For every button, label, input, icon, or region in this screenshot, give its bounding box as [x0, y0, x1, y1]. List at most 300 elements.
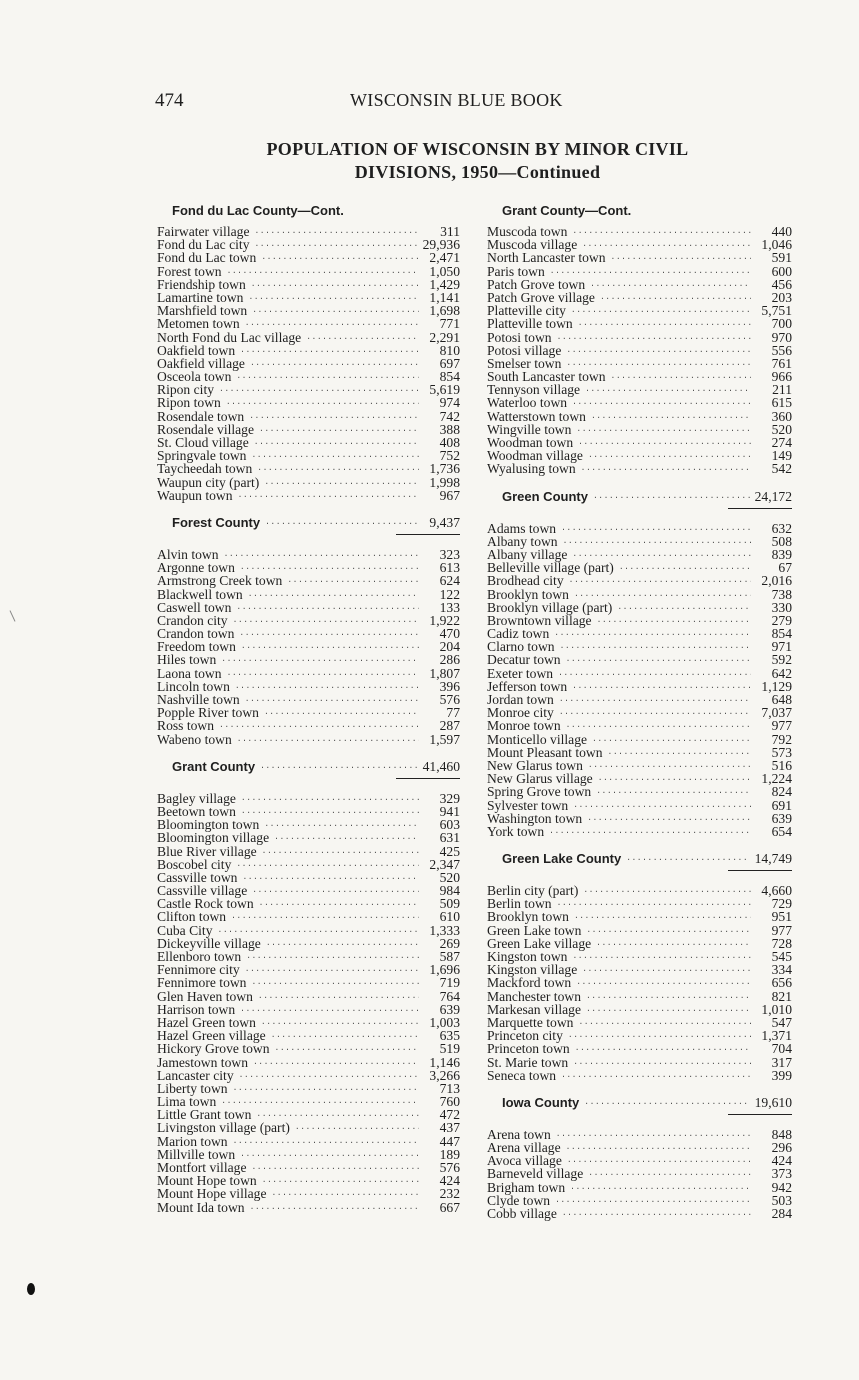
left-column	[157, 203, 460, 1214]
dot-leader	[586, 924, 751, 937]
division-name: Barneveld village	[487, 1166, 584, 1182]
division-name: Avoca village	[487, 1153, 562, 1169]
population-value: 700	[771, 316, 792, 332]
running-title: WISCONSIN BLUE BOOK	[350, 90, 563, 110]
county-name: Forest County	[172, 514, 261, 530]
population-value: 408	[439, 435, 460, 450]
population-value: 624	[439, 573, 460, 589]
division-name: Princeton town	[487, 1041, 570, 1057]
dot-leader	[250, 357, 419, 370]
title-line-2: DIVISIONS, 1950—Continued	[354, 162, 601, 182]
division-name: Seneca town	[487, 1067, 557, 1083]
division-name: Cassville town	[157, 869, 238, 885]
division-name: St. Marie town	[487, 1054, 569, 1070]
dot-leader	[262, 845, 419, 858]
division-name: Fond du Lac city	[157, 237, 250, 253]
population-value: 269	[439, 935, 460, 951]
population-value: 854	[771, 626, 792, 642]
division-name: Alvin town	[157, 546, 219, 562]
population-value: 632	[771, 520, 792, 536]
county-total: 9,437	[429, 514, 460, 530]
population-value: 133	[439, 599, 460, 615]
population-value: 77	[446, 705, 460, 721]
population-row	[157, 976, 460, 989]
division-name: Markesan village	[487, 1001, 581, 1017]
county-total: 19,610	[754, 1094, 792, 1110]
division-name: Arena village	[487, 1140, 561, 1156]
division-name: Ripon city	[157, 382, 215, 398]
dot-leader	[557, 897, 751, 910]
population-row	[487, 785, 792, 798]
division-name: Beetown town	[157, 803, 236, 819]
population-value: 503	[771, 1192, 792, 1208]
population-value: 648	[771, 692, 792, 707]
population-value: 1,371	[761, 1028, 792, 1044]
division-name: Patch Grove village	[487, 289, 595, 305]
population-value: 7,037	[761, 705, 792, 721]
division-name: Crandon city	[157, 612, 228, 628]
division-name: Clifton town	[157, 909, 227, 925]
division-name: Tennyson village	[487, 382, 581, 398]
county-total-row	[157, 758, 460, 775]
population-value: 951	[771, 909, 792, 925]
division-name: Patch Grove town	[487, 276, 586, 292]
division-name: Brodhead city	[487, 573, 564, 589]
population-row	[487, 344, 792, 357]
division-name: Cuba City	[157, 922, 213, 938]
population-value: 472	[439, 1107, 460, 1123]
division-name: Osceola town	[157, 369, 232, 385]
population-row	[487, 825, 792, 838]
population-row	[487, 410, 792, 423]
dot-leader	[560, 640, 751, 653]
county-total-row	[487, 1094, 792, 1111]
dot-leader	[600, 291, 751, 304]
dot-leader	[619, 561, 751, 574]
population-value: 508	[771, 533, 792, 549]
population-value: 211	[772, 382, 792, 398]
population-value: 547	[771, 1014, 792, 1030]
population-value: 388	[439, 421, 460, 437]
dot-leader	[572, 950, 751, 963]
dot-leader	[259, 423, 419, 436]
dot-leader	[251, 1161, 419, 1174]
population-value: 824	[771, 784, 792, 800]
division-name: Lima town	[157, 1094, 217, 1110]
population-value: 738	[771, 586, 792, 602]
population-row	[157, 719, 460, 732]
population-value: 437	[439, 1120, 460, 1136]
dot-leader	[295, 1121, 419, 1134]
dot-leader	[252, 884, 419, 897]
dot-leader	[574, 910, 751, 923]
division-name: Fennimore town	[157, 975, 247, 991]
paper-speck	[10, 610, 16, 621]
population-value: 728	[771, 935, 792, 951]
division-name: Ellenboro town	[157, 949, 242, 964]
division-name: Berlin city (part)	[487, 883, 579, 899]
population-value: 274	[771, 435, 792, 450]
population-row	[487, 1207, 792, 1220]
population-value: 942	[771, 1179, 792, 1195]
dot-leader	[248, 588, 419, 601]
county-name: Grant County	[172, 758, 256, 774]
division-name: Waupun city (part)	[157, 474, 260, 490]
population-value: 4,660	[761, 883, 792, 899]
dot-leader	[239, 627, 419, 640]
county-total-row	[487, 488, 792, 505]
population-row	[487, 522, 792, 535]
division-name: Dickeyville village	[157, 935, 261, 951]
continued-county-heading: Grant County—Cont.	[502, 203, 632, 218]
division-name: Mackford town	[487, 975, 572, 991]
division-name: Spring Grove town	[487, 784, 592, 800]
division-name: Blue River village	[157, 843, 257, 859]
division-name: Green Lake village	[487, 935, 592, 951]
population-value: 691	[771, 797, 792, 813]
population-value: 330	[771, 599, 792, 615]
population-value: 729	[771, 896, 792, 912]
division-name: Waterloo town	[487, 395, 568, 411]
population-value: 752	[439, 448, 460, 464]
dot-leader	[584, 1094, 749, 1111]
population-value: 323	[439, 546, 460, 562]
dot-leader	[241, 792, 419, 805]
population-value: 122	[439, 586, 460, 602]
dot-leader	[572, 680, 751, 693]
population-row	[487, 910, 792, 923]
population-value: 1,146	[429, 1054, 460, 1070]
dot-leader	[235, 680, 419, 693]
population-value: 29,936	[422, 237, 460, 253]
population-row	[487, 667, 792, 680]
dot-leader	[233, 1082, 419, 1095]
dot-leader	[588, 449, 751, 462]
population-value: 149	[771, 448, 792, 464]
dot-leader	[598, 772, 751, 785]
dot-leader	[571, 304, 751, 317]
division-name: Smelser town	[487, 355, 562, 371]
dot-leader	[586, 1003, 751, 1016]
population-row	[487, 733, 792, 746]
division-name: Brigham town	[487, 1179, 566, 1195]
population-row	[157, 462, 460, 475]
division-name: Marquette town	[487, 1014, 574, 1030]
page-title	[200, 138, 755, 184]
division-name: Wingville town	[487, 421, 572, 437]
division-name: Boscobel city	[157, 856, 232, 872]
dot-leader	[236, 858, 419, 871]
population-value: 204	[439, 639, 460, 655]
dot-leader	[582, 238, 751, 251]
population-value: 984	[439, 883, 460, 899]
population-value: 1,736	[429, 461, 460, 477]
population-value: 742	[439, 408, 460, 424]
dot-leader	[265, 514, 419, 531]
population-row	[487, 331, 792, 344]
population-row	[487, 812, 792, 825]
population-value: 1,050	[429, 263, 460, 279]
county-entry-list	[487, 522, 792, 839]
division-name: Friendship town	[157, 276, 246, 292]
population-row	[157, 251, 460, 264]
division-name: Nashville town	[157, 692, 240, 707]
population-value: 232	[439, 1186, 460, 1202]
division-name: Woodman town	[487, 435, 574, 450]
county-section	[487, 1094, 792, 1220]
population-value: 967	[439, 487, 460, 503]
population-row	[157, 278, 460, 291]
dot-leader	[608, 746, 751, 759]
population-value: 286	[439, 652, 460, 668]
population-value: 1,807	[429, 665, 460, 681]
dot-leader	[236, 601, 419, 614]
dot-leader	[572, 396, 751, 409]
division-name: Clarno town	[487, 639, 555, 655]
population-value: 977	[771, 718, 792, 734]
division-name: Freedom town	[157, 639, 236, 655]
division-name: Monroe town	[487, 718, 561, 734]
county-sections	[487, 488, 792, 1221]
division-name: Livingston village (part)	[157, 1120, 290, 1136]
dot-leader	[241, 805, 419, 818]
population-row	[487, 317, 792, 330]
division-name: Fairwater village	[157, 224, 250, 239]
dot-leader	[567, 1154, 751, 1167]
population-row	[157, 1056, 460, 1069]
population-row	[157, 344, 460, 357]
population-row	[157, 733, 460, 746]
dot-leader	[249, 410, 419, 423]
dot-leader	[561, 522, 751, 535]
population-value: 600	[771, 263, 792, 279]
division-name: Lancaster city	[157, 1067, 234, 1083]
division-name: Wyalusing town	[487, 461, 576, 477]
division-name: Lamartine town	[157, 289, 244, 305]
population-value: 966	[771, 369, 792, 385]
population-value: 447	[439, 1133, 460, 1149]
population-value: 67	[778, 560, 792, 576]
population-value: 719	[439, 975, 460, 991]
dot-leader	[576, 976, 751, 989]
population-row	[157, 410, 460, 423]
population-value: 573	[771, 744, 792, 760]
dot-leader	[274, 831, 419, 844]
division-name: Mount Hope village	[157, 1186, 267, 1202]
population-value: 284	[771, 1206, 792, 1221]
population-row	[157, 831, 460, 844]
division-name: St. Cloud village	[157, 435, 249, 450]
division-name: Armstrong Creek town	[157, 573, 283, 589]
population-row	[487, 1069, 792, 1082]
population-value: 576	[439, 1160, 460, 1175]
dot-leader	[573, 799, 751, 812]
population-value: 296	[771, 1140, 792, 1156]
population-value: 456	[771, 276, 792, 292]
dot-leader	[575, 1042, 751, 1055]
dot-leader	[557, 331, 751, 344]
population-value: 639	[771, 810, 792, 826]
division-name: Jamestown town	[157, 1054, 248, 1070]
population-value: 542	[771, 461, 792, 477]
division-name: Muscoda town	[487, 224, 568, 239]
population-row	[487, 535, 792, 548]
division-name: New Glarus village	[487, 771, 593, 787]
population-value: 189	[439, 1146, 460, 1162]
dot-leader	[254, 436, 419, 449]
population-value: 610	[439, 909, 460, 925]
dot-leader	[231, 910, 419, 923]
population-row	[487, 601, 792, 614]
dot-leader	[245, 317, 419, 330]
population-row	[157, 667, 460, 680]
dot-leader	[233, 614, 419, 627]
population-value: 656	[771, 975, 792, 991]
division-name: Crandon town	[157, 626, 235, 642]
population-row	[157, 588, 460, 601]
dot-leader	[572, 225, 751, 238]
dot-leader	[252, 304, 419, 317]
population-value: 556	[771, 342, 792, 358]
right-column	[487, 203, 792, 1220]
dot-leader	[261, 1016, 419, 1029]
division-name: Decatur town	[487, 652, 561, 668]
dot-leader	[588, 759, 751, 772]
population-value: 771	[439, 316, 460, 332]
dot-leader	[587, 812, 751, 825]
population-row	[487, 990, 792, 1003]
division-name: Arena town	[487, 1126, 551, 1142]
population-value: 1,922	[429, 612, 460, 628]
dot-leader	[559, 693, 751, 706]
population-row	[157, 489, 460, 502]
dot-leader	[266, 937, 419, 950]
population-value: 2,347	[429, 856, 460, 872]
population-row	[157, 858, 460, 871]
dot-leader	[617, 601, 751, 614]
division-name: Kingston village	[487, 962, 578, 978]
dot-leader	[566, 344, 751, 357]
population-value: 3,266	[429, 1067, 460, 1083]
population-row	[487, 653, 792, 666]
population-row	[157, 845, 460, 858]
county-total-row	[487, 850, 792, 867]
division-name: Potosi town	[487, 329, 552, 345]
dot-leader	[574, 588, 751, 601]
population-value: 667	[439, 1199, 460, 1215]
continued-county-heading: Fond du Lac County—Cont.	[172, 203, 344, 218]
population-value: 1,046	[761, 237, 792, 253]
dot-leader	[558, 667, 751, 680]
population-value: 334	[771, 962, 792, 978]
dot-leader	[611, 370, 751, 383]
division-name: Rosendale town	[157, 408, 245, 424]
population-row	[487, 251, 792, 264]
dot-leader	[275, 1042, 419, 1055]
dot-leader	[227, 265, 419, 278]
division-name: Liberty town	[157, 1080, 228, 1096]
population-value: 470	[439, 626, 460, 642]
division-name: Waupun town	[157, 487, 233, 503]
dot-leader	[597, 614, 751, 627]
dot-leader	[611, 251, 751, 264]
dot-leader	[254, 225, 419, 238]
division-name: South Lancaster town	[487, 369, 606, 385]
division-name: Exeter town	[487, 665, 554, 681]
population-value: 1,698	[429, 303, 460, 319]
county-section	[157, 758, 460, 1214]
population-value: 977	[771, 922, 792, 938]
population-row	[487, 1167, 792, 1180]
continued-entry-list	[487, 225, 792, 476]
population-value: 615	[771, 395, 792, 411]
division-name: Blackwell town	[157, 586, 243, 602]
population-row	[487, 1003, 792, 1016]
population-row	[487, 924, 792, 937]
division-name: Glen Haven town	[157, 988, 253, 1004]
dot-leader	[592, 733, 751, 746]
population-value: 592	[771, 652, 792, 668]
division-name: Mount Pleasant town	[487, 744, 603, 760]
population-value: 848	[771, 1126, 792, 1142]
population-value: 373	[771, 1166, 792, 1182]
total-rule	[728, 1114, 792, 1115]
population-value: 697	[439, 355, 460, 371]
dot-leader	[271, 1029, 419, 1042]
division-name: Laona town	[157, 665, 222, 681]
population-row	[157, 1003, 460, 1016]
dot-leader	[596, 937, 751, 950]
division-name: Brooklyn village (part)	[487, 599, 613, 615]
dot-leader	[583, 884, 751, 897]
division-name: Jordan town	[487, 692, 554, 707]
division-name: Springvale town	[157, 448, 247, 464]
division-name: Albany town	[487, 533, 558, 549]
dot-leader	[561, 1069, 751, 1082]
population-value: 635	[439, 1028, 460, 1044]
dot-leader	[240, 1003, 419, 1016]
division-name: Taycheedah town	[157, 461, 253, 477]
dot-leader	[253, 1056, 419, 1069]
population-row	[157, 574, 460, 587]
population-value: 519	[439, 1041, 460, 1057]
division-name: Paris town	[487, 263, 545, 279]
division-name: Brooklyn town	[487, 586, 569, 602]
dot-leader	[221, 653, 419, 666]
division-name: York town	[487, 823, 545, 839]
dot-leader	[585, 383, 751, 396]
dot-leader	[239, 1069, 419, 1082]
population-value: 970	[771, 329, 792, 345]
dot-leader	[586, 990, 751, 1003]
dot-leader	[248, 291, 419, 304]
population-value: 764	[439, 988, 460, 1004]
dot-leader	[237, 733, 419, 746]
population-row	[487, 574, 792, 587]
population-row	[157, 1042, 460, 1055]
population-value: 424	[771, 1153, 792, 1169]
division-name: New Glarus town	[487, 757, 583, 773]
dot-leader	[251, 278, 419, 291]
dot-leader	[226, 396, 419, 409]
dot-leader	[569, 574, 751, 587]
dot-leader	[578, 1016, 751, 1029]
county-entry-list	[487, 884, 792, 1082]
population-value: 520	[771, 421, 792, 437]
population-value: 516	[771, 757, 792, 773]
population-row	[157, 1201, 460, 1214]
dot-leader	[227, 667, 419, 680]
